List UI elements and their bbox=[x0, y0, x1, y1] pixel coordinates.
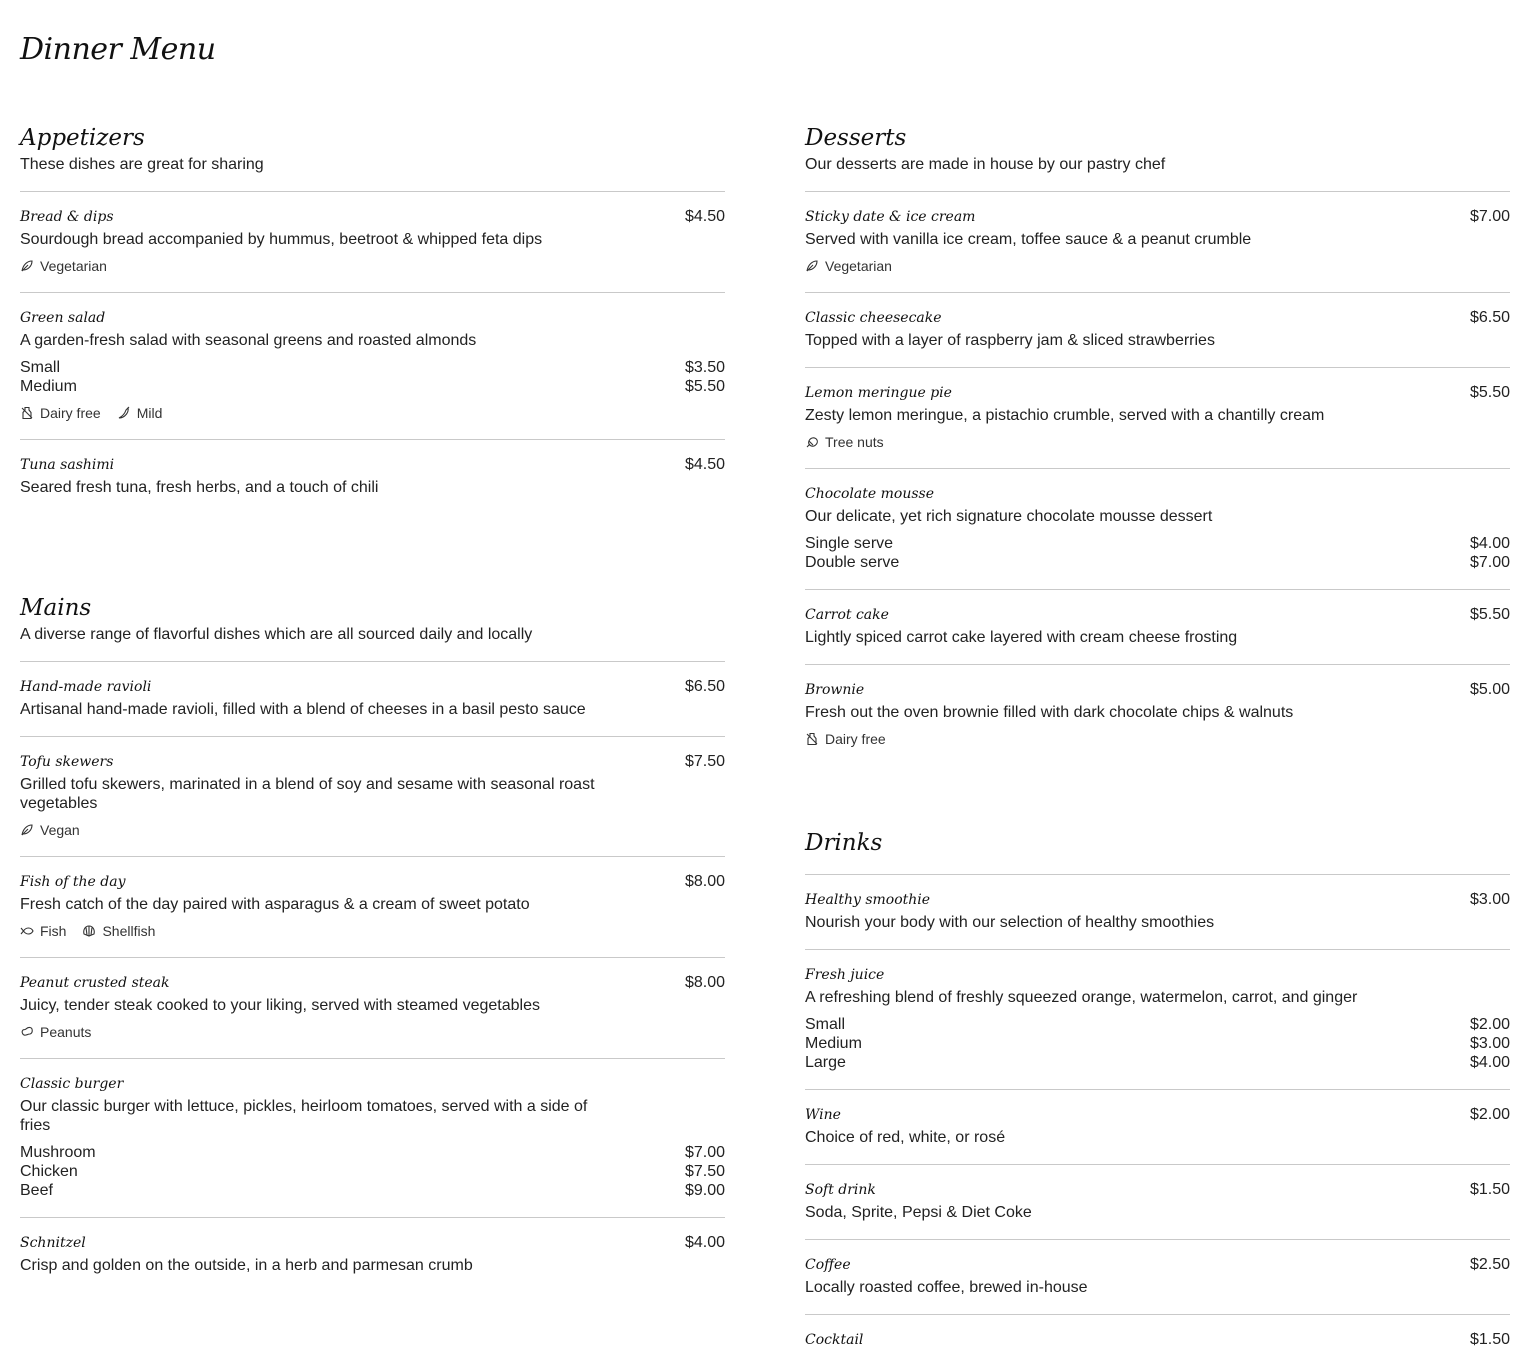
variant-price: $4.00 bbox=[1469, 535, 1510, 552]
dietary-tag bbox=[805, 257, 892, 275]
variant-label: Single serve bbox=[805, 535, 894, 552]
menu-item-price: $2.00 bbox=[1469, 1106, 1510, 1123]
menu-item-description: Soda, Sprite, Pepsi & Diet Coke bbox=[805, 1204, 1032, 1221]
menu-item bbox=[20, 958, 725, 1059]
menu-item-price: $4.50 bbox=[684, 456, 725, 473]
menu-item bbox=[805, 1240, 1510, 1315]
variant-row bbox=[805, 534, 1510, 553]
menu-item-name: Tofu skewers bbox=[20, 754, 114, 770]
variant-price: $9.00 bbox=[684, 1182, 725, 1199]
menu-item-description: Grilled tofu skewers, marinated in a blend of soy and sesame with seasonal roast vegetables bbox=[20, 776, 595, 812]
menu-item-variants bbox=[20, 358, 725, 396]
section-title: Appetizers bbox=[20, 125, 145, 151]
variant-price: $3.00 bbox=[1469, 1035, 1510, 1052]
menu-item bbox=[805, 1315, 1510, 1367]
section-title: Mains bbox=[20, 595, 92, 621]
menu-item-price: $5.50 bbox=[1469, 606, 1510, 623]
variant-label: Medium bbox=[20, 378, 77, 395]
dietary-tag-label: Shellfish bbox=[102, 923, 156, 939]
dietary-tag-label: Vegetarian bbox=[825, 258, 892, 274]
dietary-tag bbox=[20, 257, 107, 275]
dietary-tags bbox=[20, 922, 725, 940]
menu-item-header bbox=[20, 752, 725, 772]
menu-item-description: Sourdough bread accompanied by hummus, beetroot & whipped feta dips bbox=[20, 231, 543, 248]
menu-item bbox=[805, 875, 1510, 950]
dietary-tag bbox=[20, 922, 66, 940]
menu-item bbox=[805, 950, 1510, 1090]
menu-item-name: Schnitzel bbox=[20, 1235, 86, 1251]
section-mains bbox=[20, 592, 725, 1292]
section-description: A diverse range of flavorful dishes which are all sourced daily and locally bbox=[20, 626, 533, 643]
dietary-tag-label: Fish bbox=[40, 923, 67, 939]
section-header bbox=[20, 122, 725, 192]
menu-item-name: Wine bbox=[805, 1107, 841, 1123]
section-title: Desserts bbox=[805, 125, 907, 151]
menu-item-name: Classic burger bbox=[20, 1076, 124, 1092]
dietary-tags bbox=[20, 821, 725, 839]
variant-price: $4.00 bbox=[1469, 1054, 1510, 1071]
vegan-leaf-icon bbox=[20, 823, 34, 837]
menu-item-price: $4.50 bbox=[684, 208, 725, 225]
menu-item-description: Locally roasted coffee, brewed in-house bbox=[805, 1279, 1088, 1296]
variant-row bbox=[20, 1162, 725, 1181]
section-header bbox=[805, 827, 1510, 875]
menu-item-price: $4.00 bbox=[684, 1234, 725, 1251]
dietary-tags bbox=[805, 257, 1510, 275]
menu-item-price: $7.50 bbox=[684, 753, 725, 770]
menu-item bbox=[20, 440, 725, 514]
variant-price: $2.00 bbox=[1469, 1016, 1510, 1033]
menu-item-description: Artisanal hand-made ravioli, filled with a blend of cheeses in a basil pesto sauce bbox=[20, 701, 586, 718]
menu-item-description: A refreshing blend of freshly squeezed orange, watermelon, carrot, and ginger bbox=[805, 989, 1358, 1006]
menu-item-variants bbox=[805, 1015, 1510, 1072]
variant-row bbox=[805, 1015, 1510, 1034]
menu-item-header bbox=[805, 605, 1510, 625]
variant-row bbox=[805, 1034, 1510, 1053]
menu-item-price: $1.50 bbox=[1469, 1331, 1510, 1348]
dietary-tag-label: Dairy free bbox=[40, 405, 101, 421]
menu-item bbox=[20, 662, 725, 737]
dietary-tag-label: Dairy free bbox=[825, 731, 886, 747]
variant-price: $7.00 bbox=[684, 1144, 725, 1161]
dietary-tag-label: Vegetarian bbox=[40, 258, 107, 274]
menu-item-description: Crisp and golden on the outside, in a herb and parmesan crumb bbox=[20, 1257, 473, 1274]
variant-row bbox=[20, 377, 725, 396]
menu-item bbox=[805, 469, 1510, 590]
variant-row bbox=[805, 553, 1510, 572]
menu-item bbox=[20, 737, 725, 857]
section-header bbox=[805, 122, 1510, 192]
menu-item-name: Fresh juice bbox=[805, 967, 885, 983]
page-title: Dinner Menu bbox=[20, 32, 216, 67]
dietary-tag bbox=[82, 922, 155, 940]
dietary-tag-label: Vegan bbox=[40, 822, 80, 838]
section-drinks bbox=[805, 827, 1510, 1367]
menu-item-name: Brownie bbox=[805, 682, 865, 698]
dietary-tag-label: Tree nuts bbox=[825, 434, 884, 450]
menu-item bbox=[805, 1090, 1510, 1165]
menu-item-name: Chocolate mousse bbox=[805, 486, 934, 502]
menu-item bbox=[20, 857, 725, 958]
menu-item-header bbox=[805, 1330, 1510, 1350]
dietary-tag-label: Peanuts bbox=[40, 1024, 92, 1040]
menu-item-name: Lemon meringue pie bbox=[805, 385, 952, 401]
menu-item-name: Peanut crusted steak bbox=[20, 975, 170, 991]
dietary-tag bbox=[20, 1023, 91, 1041]
menu-item-header bbox=[20, 207, 725, 227]
menu-item-header bbox=[805, 1255, 1510, 1275]
dairy-free-icon bbox=[805, 732, 819, 746]
dietary-tag-label: Mild bbox=[136, 405, 163, 421]
menu-item bbox=[805, 665, 1510, 765]
fish-icon bbox=[20, 924, 34, 938]
variant-row bbox=[20, 1181, 725, 1200]
menu-item-description: Topped with a layer of raspberry jam & sliced strawberries bbox=[805, 332, 1215, 349]
menu-item-header bbox=[805, 383, 1510, 403]
menu-item bbox=[805, 1165, 1510, 1240]
variant-price: $3.50 bbox=[684, 359, 725, 376]
menu-item-name: Hand-made ravioli bbox=[20, 679, 152, 695]
menu-item-header bbox=[805, 965, 1510, 985]
variant-label: Large bbox=[805, 1054, 846, 1071]
menu-item-description: Lightly spiced carrot cake layered with cream cheese frosting bbox=[805, 629, 1238, 646]
variant-row bbox=[20, 358, 725, 377]
menu-item-name: Cocktail bbox=[805, 1332, 864, 1348]
menu-item-description: Our delicate, yet rich signature chocolate mousse dessert bbox=[805, 508, 1213, 525]
menu-item-description: A garden-fresh salad with seasonal greens and roasted almonds bbox=[20, 332, 477, 349]
dietary-tag bbox=[805, 730, 886, 748]
menu-item-description: Juicy, tender steak cooked to your liking, served with steamed vegetables bbox=[20, 997, 540, 1014]
menu-item-description: Zesty lemon meringue, a pistachio crumble, served with a chantilly cream bbox=[805, 407, 1325, 424]
variant-label: Small bbox=[805, 1016, 846, 1033]
menu-item-description: Choice of red, white, or rosé bbox=[805, 1129, 1006, 1146]
dietary-tags bbox=[20, 404, 725, 422]
menu-item-name: Fish of the day bbox=[20, 874, 126, 890]
menu-item-header bbox=[805, 1180, 1510, 1200]
menu-item-price: $1.50 bbox=[1469, 1181, 1510, 1198]
tree-nut-icon bbox=[805, 435, 819, 449]
shellfish-icon bbox=[82, 924, 96, 938]
menu-item-description: Nourish your body with our selection of healthy smoothies bbox=[805, 914, 1215, 931]
dietary-tag bbox=[117, 404, 163, 422]
menu-item bbox=[805, 293, 1510, 368]
menu-item-header bbox=[805, 1105, 1510, 1125]
menu-item-name: Coffee bbox=[805, 1257, 851, 1273]
menu-item-price: $7.00 bbox=[1469, 208, 1510, 225]
variant-label: Small bbox=[20, 359, 61, 376]
menu-item-price: $5.50 bbox=[1469, 384, 1510, 401]
menu-item-header bbox=[805, 308, 1510, 328]
section-header bbox=[20, 592, 725, 662]
menu-item-description: Seared fresh tuna, fresh herbs, and a touch of chili bbox=[20, 479, 379, 496]
variant-label: Medium bbox=[805, 1035, 862, 1052]
menu-item-name: Green salad bbox=[20, 310, 106, 326]
menu-item-name: Healthy smoothie bbox=[805, 892, 931, 908]
menu-item-header bbox=[20, 973, 725, 993]
menu-item-name: Soft drink bbox=[805, 1182, 876, 1198]
variant-label: Beef bbox=[20, 1182, 53, 1199]
section-description: Our desserts are made in house by our pastry chef bbox=[805, 156, 1166, 173]
menu-item-price: $8.00 bbox=[684, 974, 725, 991]
dietary-tags bbox=[805, 433, 1510, 451]
menu-item-price: $6.50 bbox=[684, 678, 725, 695]
variant-price: $5.50 bbox=[684, 378, 725, 395]
section-title: Drinks bbox=[805, 830, 883, 856]
leaf-icon bbox=[20, 259, 34, 273]
menu-item-variants bbox=[20, 1143, 725, 1200]
menu-item-price: $5.00 bbox=[1469, 681, 1510, 698]
menu-item-price: $6.50 bbox=[1469, 309, 1510, 326]
menu-item-price: $3.00 bbox=[1469, 891, 1510, 908]
leaf-icon bbox=[805, 259, 819, 273]
menu-item-price: $8.00 bbox=[684, 873, 725, 890]
dairy-free-icon bbox=[20, 406, 34, 420]
menu-item-header bbox=[20, 455, 725, 475]
dietary-tags bbox=[20, 257, 725, 275]
right-column bbox=[805, 122, 1510, 1367]
dietary-tag bbox=[20, 404, 101, 422]
menu-item bbox=[805, 192, 1510, 293]
variant-label: Double serve bbox=[805, 554, 900, 571]
menu-item bbox=[20, 1059, 725, 1218]
menu-item-header bbox=[20, 677, 725, 697]
left-column bbox=[20, 122, 725, 1292]
menu-item-name: Sticky date & ice cream bbox=[805, 209, 976, 225]
chili-icon bbox=[117, 406, 131, 420]
menu-item-header bbox=[20, 308, 725, 328]
peanut-icon bbox=[20, 1025, 34, 1039]
menu-item bbox=[805, 590, 1510, 665]
menu-item-header bbox=[805, 484, 1510, 504]
menu-item-variants bbox=[805, 534, 1510, 572]
section-description: These dishes are great for sharing bbox=[20, 156, 264, 173]
menu-item-description: Fresh out the oven brownie filled with dark chocolate chips & walnuts bbox=[805, 704, 1294, 721]
menu-item bbox=[20, 293, 725, 440]
section-desserts bbox=[805, 122, 1510, 765]
menu-item-description: Fresh catch of the day paired with asparagus & a cream of sweet potato bbox=[20, 896, 530, 913]
menu-item-name: Classic cheesecake bbox=[805, 310, 942, 326]
menu-item-description: Our classic burger with lettuce, pickles, heirloom tomatoes, served with a side of fries bbox=[20, 1098, 588, 1134]
variant-row bbox=[805, 1053, 1510, 1072]
section-appetizers bbox=[20, 122, 725, 514]
menu-item-name: Carrot cake bbox=[805, 607, 889, 623]
menu-item bbox=[805, 368, 1510, 469]
menu-item bbox=[20, 1218, 725, 1292]
dietary-tag bbox=[805, 433, 884, 451]
dietary-tags bbox=[805, 730, 1510, 748]
menu-item-header bbox=[805, 680, 1510, 700]
menu-item-name: Tuna sashimi bbox=[20, 457, 115, 473]
variant-price: $7.00 bbox=[1469, 554, 1510, 571]
menu-item-name: Bread & dips bbox=[20, 209, 114, 225]
menu-item-header bbox=[20, 872, 725, 892]
variant-label: Chicken bbox=[20, 1163, 78, 1180]
dietary-tags bbox=[20, 1023, 725, 1041]
menu-item-header bbox=[805, 890, 1510, 910]
menu-item-header bbox=[20, 1233, 725, 1253]
menu-item bbox=[20, 192, 725, 293]
variant-label: Mushroom bbox=[20, 1144, 96, 1161]
variant-row bbox=[20, 1143, 725, 1162]
menu-item-header bbox=[20, 1074, 725, 1094]
variant-price: $7.50 bbox=[684, 1163, 725, 1180]
dietary-tag bbox=[20, 821, 80, 839]
menu-item-header bbox=[805, 207, 1510, 227]
menu-item-price: $2.50 bbox=[1469, 1256, 1510, 1273]
menu-item-description: Served with vanilla ice cream, toffee sauce & a peanut crumble bbox=[805, 231, 1252, 248]
